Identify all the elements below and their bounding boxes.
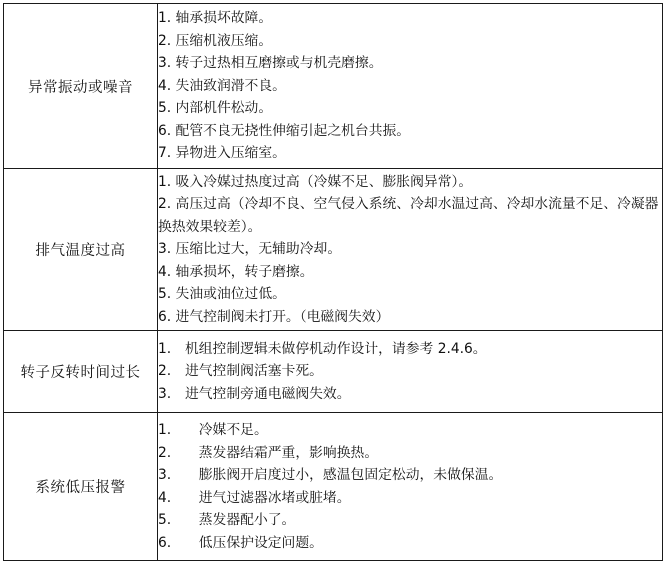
cause-item: 1. 轴承损坏故障。	[158, 10, 273, 27]
cause-item: 4. 轴承损坏，转子磨擦。	[158, 263, 314, 280]
symptom-cell: 系统低压报警	[4, 413, 158, 561]
cause-item: 6. 低压保护设定问题。	[158, 534, 323, 551]
cause-item: 4. 进气过滤器冰堵或脏堵。	[158, 489, 351, 506]
symptom-cell: 异常振动或噪音	[4, 4, 158, 169]
fault-table	[3, 3, 663, 561]
causes-cell	[158, 4, 663, 169]
cause-item: 2. 高压过高（冷却不良、空气侵入系统、冷却水温过高、冷却水流量不足、冷凝器换热效果较差）。	[158, 196, 659, 235]
causes-cell	[158, 169, 663, 331]
causes-cell	[158, 413, 663, 561]
table-row	[4, 4, 663, 169]
symptom-cell: 排气温度过高	[4, 169, 158, 331]
cause-item: 3. 膨胀阀开启度过小，感温包固定松动，未做保温。	[158, 467, 503, 483]
cause-item: 4. 失油致润滑不良。	[158, 77, 286, 94]
table-row	[4, 169, 663, 331]
cause-item: 1. 吸入冷媒过热度过高（冷媒不足、膨胀阀异常）。	[158, 173, 473, 190]
cause-item: 1. 冷媒不足。	[158, 422, 268, 438]
cause-item: 2. 压缩机液压缩。	[158, 32, 273, 49]
cause-item: 3. 转子过热相互磨擦或与机壳磨擦。	[158, 55, 383, 72]
cause-item: 5. 蒸发器配小了。	[158, 512, 296, 528]
cause-item: 6. 配管不良无挠性伸缩引起之机台共振。	[158, 122, 411, 139]
cause-item: 6. 进气控制阀未打开。（电磁阀失效）	[158, 308, 390, 325]
cause-item: 3. 进气控制旁通电磁阀失效。	[158, 385, 351, 402]
cause-item: 5. 失油或油位过低。	[158, 286, 286, 303]
cause-item: 1. 机组控制逻辑未做停机动作设计，请参考 2.4.6。	[158, 340, 487, 357]
causes-cell	[158, 331, 663, 413]
cause-item: 7. 异物进入压缩室。	[158, 145, 286, 162]
cause-item: 2. 蒸发器结霜严重，影响换热。	[158, 444, 379, 461]
cause-item: 2. 进气控制阀活塞卡死。	[158, 363, 323, 380]
table-row	[4, 413, 663, 561]
cause-item: 5. 内部机件松动。	[158, 100, 273, 117]
table-row	[4, 331, 663, 413]
symptom-cell: 转子反转时间过长	[4, 331, 158, 413]
cause-item: 3. 压缩比过大，无辅助冷却。	[158, 241, 342, 258]
